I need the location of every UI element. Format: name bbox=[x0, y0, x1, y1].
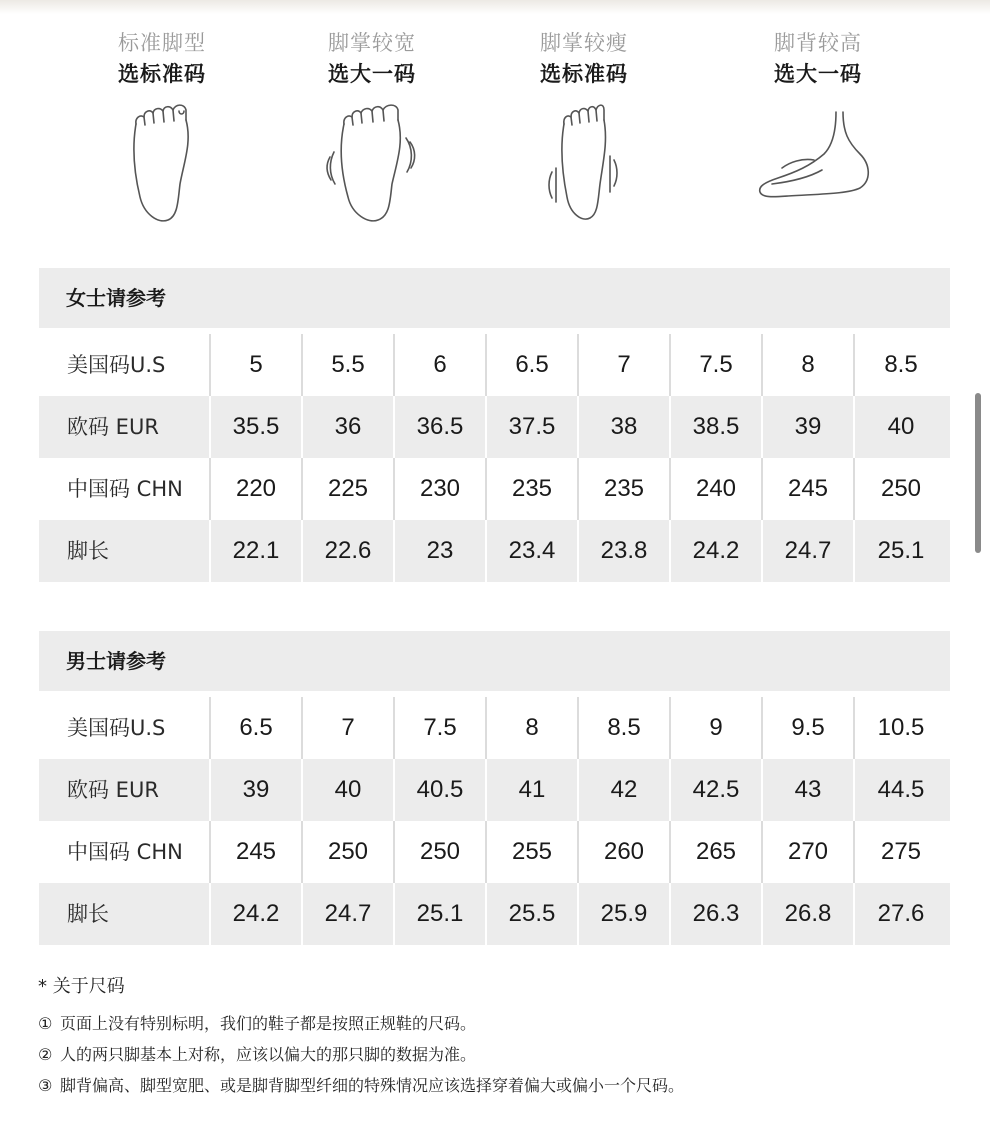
table-cell: 23 bbox=[395, 520, 487, 582]
table-cell: 235 bbox=[487, 458, 579, 520]
table-cell: 270 bbox=[763, 821, 855, 883]
row-label-foot-length: 脚长 bbox=[39, 520, 211, 582]
note-number: ② bbox=[38, 1045, 53, 1064]
table-cell: 26.3 bbox=[671, 883, 763, 945]
table-cell: 7 bbox=[303, 697, 395, 759]
table-cell: 42 bbox=[579, 759, 671, 821]
row-label-chn: 中国码 CHN bbox=[39, 821, 211, 883]
foot-type-narrow bbox=[484, 28, 684, 227]
table-cell: 6.5 bbox=[487, 334, 579, 396]
table-cell: 9 bbox=[671, 697, 763, 759]
table-cell: 41 bbox=[487, 759, 579, 821]
table-cell: 9.5 bbox=[763, 697, 855, 759]
table-cell: 5.5 bbox=[303, 334, 395, 396]
table-cell: 38.5 bbox=[671, 396, 763, 458]
note-number: ③ bbox=[38, 1076, 53, 1095]
table-cell: 220 bbox=[211, 458, 303, 520]
table-cell: 235 bbox=[579, 458, 671, 520]
table-cell: 24.7 bbox=[303, 883, 395, 945]
foot-type-category: 标准脚型 bbox=[118, 31, 206, 55]
table-cell: 44.5 bbox=[877, 776, 925, 803]
table-cell: 6.5 bbox=[211, 697, 303, 759]
table-row bbox=[39, 396, 950, 458]
table-cell: 7.5 bbox=[671, 334, 763, 396]
row-label-eur: 欧码 EUR bbox=[39, 396, 211, 458]
foot-type-standard bbox=[62, 28, 262, 227]
table-cell: 8 bbox=[763, 334, 855, 396]
table-cell: 8.5 bbox=[579, 697, 671, 759]
top-shade bbox=[0, 0, 990, 14]
table-cell: 26.8 bbox=[763, 883, 855, 945]
table-cell: 25.9 bbox=[579, 883, 671, 945]
table-cell: 39 bbox=[211, 759, 303, 821]
foot-type-guide bbox=[0, 28, 990, 243]
foot-type-category: 脚掌较瘦 bbox=[540, 31, 628, 55]
men-size-table bbox=[39, 631, 950, 945]
table-cell: 6 bbox=[395, 334, 487, 396]
table-cell: 24.7 bbox=[763, 520, 855, 582]
narrow-foot-icon bbox=[534, 102, 634, 227]
table-cell: 22.6 bbox=[303, 520, 395, 582]
table-row bbox=[39, 759, 950, 821]
table-cell: 40 bbox=[303, 759, 395, 821]
table-cell: 265 bbox=[671, 821, 763, 883]
table-cell: 230 bbox=[395, 458, 487, 520]
table-cell: 24.2 bbox=[671, 520, 763, 582]
foot-type-advice: 选标准码 bbox=[540, 62, 628, 86]
table-row bbox=[39, 697, 950, 759]
table-cell: 250 bbox=[880, 475, 922, 502]
standard-foot-icon bbox=[122, 102, 202, 227]
table-cell: 35.5 bbox=[211, 396, 303, 458]
table-cell: 5 bbox=[211, 334, 303, 396]
table-cell: 245 bbox=[211, 821, 303, 883]
table-cell: 36.5 bbox=[395, 396, 487, 458]
table-cell: 22.1 bbox=[211, 520, 303, 582]
table-cell: 23.8 bbox=[579, 520, 671, 582]
table-cell: 42.5 bbox=[671, 759, 763, 821]
foot-type-category: 脚背较高 bbox=[774, 31, 862, 55]
size-notes bbox=[38, 972, 938, 1101]
table-cell: 36 bbox=[303, 396, 395, 458]
table-cell: 225 bbox=[303, 458, 395, 520]
table-cell: 250 bbox=[303, 821, 395, 883]
note-item bbox=[38, 1070, 938, 1101]
table-cell: 40.5 bbox=[395, 759, 487, 821]
foot-type-wide bbox=[272, 28, 472, 227]
wide-foot-icon bbox=[322, 102, 422, 227]
table-cell: 24.2 bbox=[211, 883, 303, 945]
table-cell: 7.5 bbox=[395, 697, 487, 759]
note-text: 页面上没有特别标明，我们的鞋子都是按照正规鞋的尺码。 bbox=[60, 1014, 477, 1033]
table-cell: 23.4 bbox=[487, 520, 579, 582]
table-cell: 40 bbox=[887, 413, 915, 440]
table-cell: 8.5 bbox=[884, 351, 918, 378]
table-row bbox=[39, 334, 950, 396]
row-label-foot-length: 脚长 bbox=[39, 883, 211, 945]
table-cell: 240 bbox=[671, 458, 763, 520]
table-cell: 25.1 bbox=[877, 537, 925, 564]
table-cell: 260 bbox=[579, 821, 671, 883]
foot-type-high-instep bbox=[718, 28, 918, 227]
table-cell: 255 bbox=[487, 821, 579, 883]
row-label-us: 美国码U.S bbox=[39, 334, 211, 396]
table-row bbox=[39, 520, 950, 582]
row-label-us: 美国码U.S bbox=[39, 697, 211, 759]
table-cell: 275 bbox=[880, 838, 922, 865]
row-label-eur: 欧码 EUR bbox=[39, 759, 211, 821]
women-size-table bbox=[39, 268, 950, 582]
table-cell: 250 bbox=[395, 821, 487, 883]
notes-title: * 关于尺码 bbox=[38, 976, 125, 997]
note-text: 人的两只脚基本上对称，应该以偏大的那只脚的数据为准。 bbox=[60, 1045, 477, 1064]
table-cell: 43 bbox=[763, 759, 855, 821]
table-cell: 25.1 bbox=[395, 883, 487, 945]
note-item bbox=[38, 1039, 938, 1070]
high-instep-foot-icon bbox=[748, 102, 888, 227]
table-row bbox=[39, 458, 950, 520]
foot-type-advice: 选标准码 bbox=[118, 62, 206, 86]
foot-type-advice: 选大一码 bbox=[774, 62, 862, 86]
foot-type-category: 脚掌较宽 bbox=[328, 31, 416, 55]
table-cell: 39 bbox=[763, 396, 855, 458]
table-cell: 7 bbox=[579, 334, 671, 396]
note-text: 脚背偏高、脚型宽肥、或是脚背脚型纤细的特殊情况应该选择穿着偏大或偏小一个尺码。 bbox=[60, 1076, 685, 1095]
row-label-chn: 中国码 CHN bbox=[39, 458, 211, 520]
table-cell: 8 bbox=[487, 697, 579, 759]
table-row bbox=[39, 821, 950, 883]
men-table-title: 男士请参考 bbox=[39, 631, 950, 691]
table-cell: 245 bbox=[763, 458, 855, 520]
table-cell: 38 bbox=[579, 396, 671, 458]
foot-type-advice: 选大一码 bbox=[328, 62, 416, 86]
table-cell: 10.5 bbox=[877, 714, 925, 741]
women-table-title: 女士请参考 bbox=[39, 268, 950, 328]
table-cell: 27.6 bbox=[877, 900, 925, 927]
note-number: ① bbox=[38, 1014, 53, 1033]
table-cell: 37.5 bbox=[487, 396, 579, 458]
table-cell: 25.5 bbox=[487, 883, 579, 945]
table-row bbox=[39, 883, 950, 945]
note-item bbox=[38, 1008, 938, 1039]
scrollbar[interactable] bbox=[975, 393, 981, 553]
